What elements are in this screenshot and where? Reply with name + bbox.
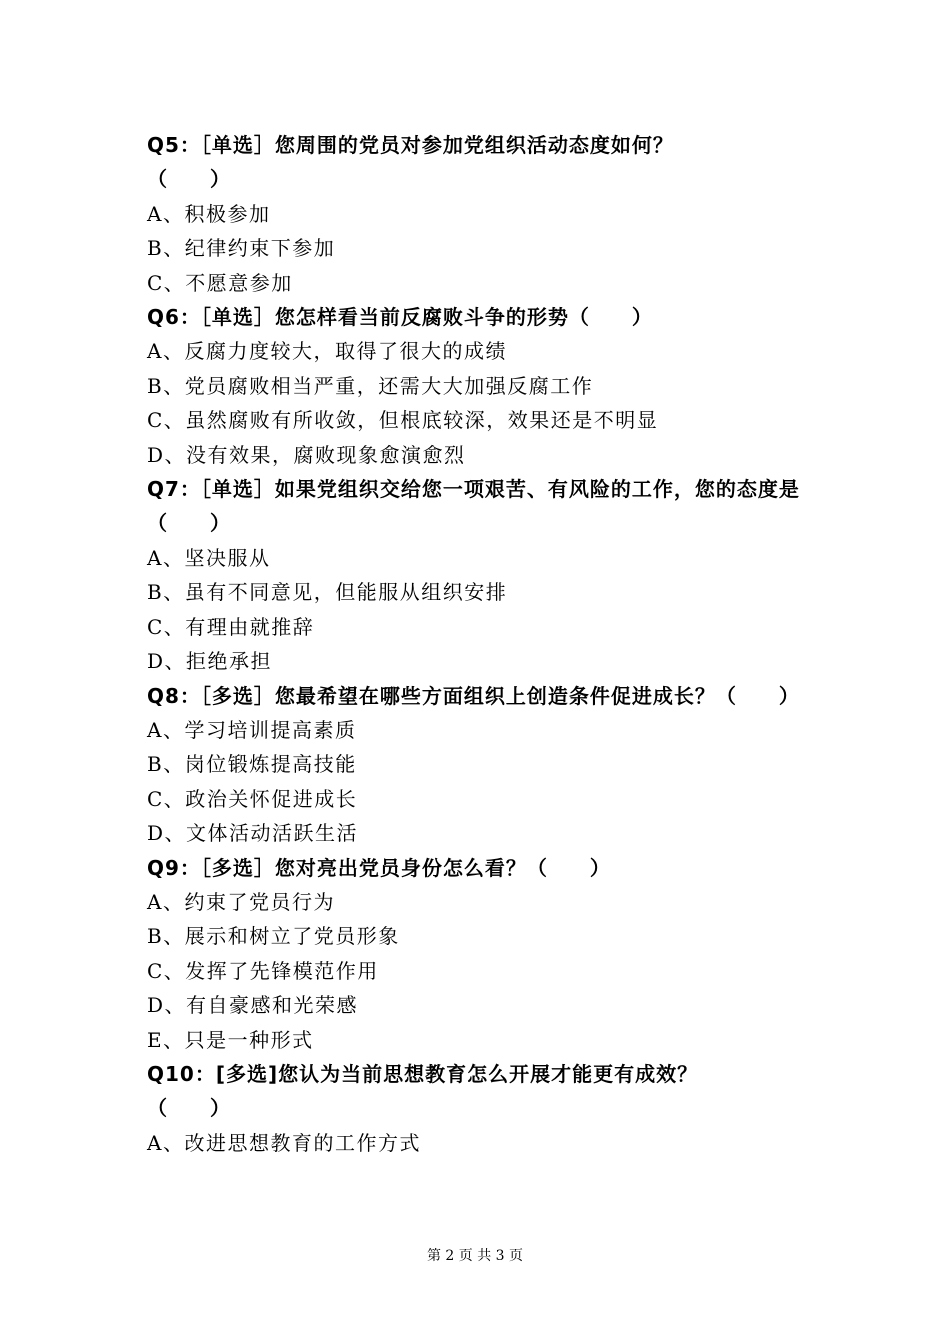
option-item: B、纪律约束下参加 [147, 236, 336, 261]
option-item: C、不愿意参加 [147, 270, 293, 295]
option-item: B、展示和树立了党员形象 [147, 924, 400, 949]
option-item: A、反腐力度较大，取得了很大的成绩 [147, 339, 507, 364]
question-block-q5 [147, 128, 807, 300]
question-block-q8 [147, 679, 807, 851]
question-block-q6 [147, 300, 807, 472]
option-item: A、积极参加 [147, 201, 271, 226]
question-block-q9 [147, 851, 807, 1057]
question-title: Q8：［多选］您最希望在哪些方面组织上创造条件促进成长？（ ） [147, 683, 800, 708]
question-title: Q7：［单选］如果党组织交给您一项艰苦、有风险的工作，您的态度是（ ） [147, 477, 800, 536]
question-block-q7 [147, 472, 807, 678]
document-page [147, 128, 807, 1160]
question-block-q10 [147, 1057, 807, 1160]
option-item: A、学习培训提高素质 [147, 717, 357, 742]
option-item: C、发挥了先锋模范作用 [147, 958, 379, 983]
option-item: A、坚决服从 [147, 545, 271, 570]
option-item: B、党员腐败相当严重，还需大大加强反腐工作 [147, 373, 594, 398]
question-title: Q5：［单选］您周围的党员对参加党组织活动态度如何？ （ ） [147, 133, 674, 192]
page-number-footer: 第 2 页 共 3 页 [426, 1248, 524, 1264]
option-item: C、虽然腐败有所收敛，但根底较深，效果还是不明显 [147, 408, 659, 433]
option-item: B、虽有不同意见，但能服从组织安排 [147, 580, 508, 605]
option-item: C、有理由就推辞 [147, 614, 315, 639]
option-item: A、约束了党员行为 [147, 889, 335, 914]
option-item: A、改进思想教育的工作方式 [147, 1130, 421, 1155]
question-title: Q6：［单选］您怎样看当前反腐败斗争的形势（ ） [147, 305, 653, 330]
option-item: D、有自豪感和光荣感 [147, 993, 359, 1018]
option-item: C、政治关怀促进成长 [147, 786, 358, 811]
option-item: D、没有效果，腐败现象愈演愈烈 [147, 442, 466, 467]
option-item: B、岗位锻炼提高技能 [147, 752, 357, 777]
question-title: Q10：[多选]您认为当前思想教育怎么开展才能更有成效？ （ ） [147, 1061, 699, 1121]
option-item: D、拒绝承担 [147, 649, 273, 674]
option-item: D、文体活动活跃生活 [147, 821, 359, 846]
option-item: E、只是一种形式 [147, 1027, 314, 1052]
question-title: Q9：［多选］您对亮出党员身份怎么看？（ ） [147, 855, 611, 880]
